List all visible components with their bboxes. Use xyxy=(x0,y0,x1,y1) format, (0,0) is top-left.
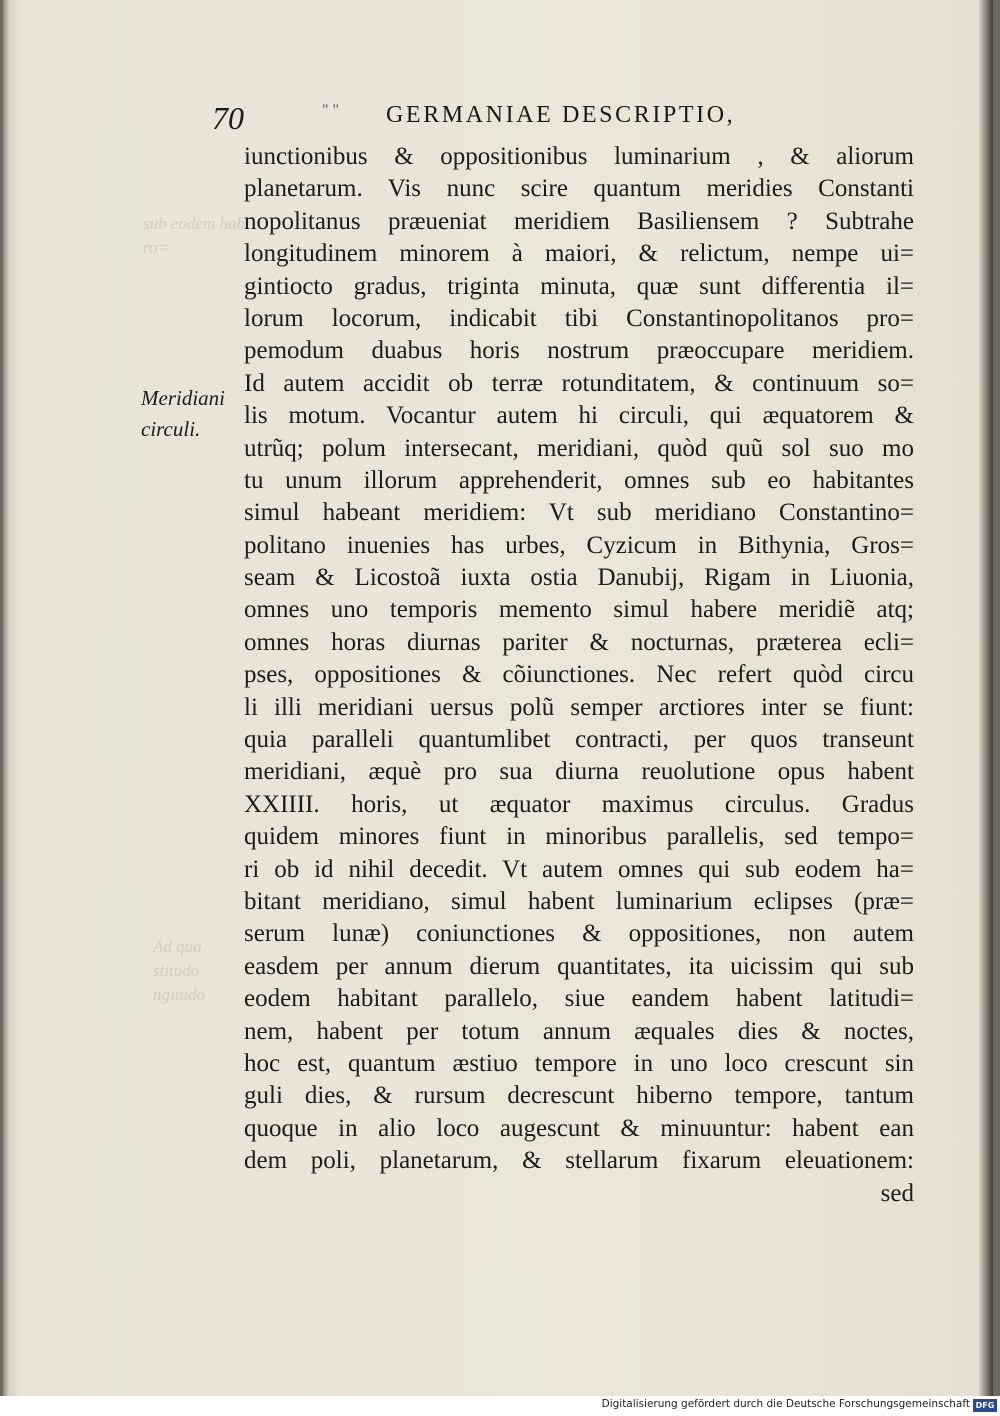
text-line: serum lunæ) coniunctiones & oppositiones, non autem xyxy=(244,920,914,948)
page-number: 70 xyxy=(212,100,244,136)
text-line: hoc est, quantum æstiuo tempore in uno loco crescunt sin xyxy=(244,1049,914,1077)
show-through-line: ngitudo xyxy=(153,985,205,1004)
text-line: omnes uno temporis memento simul habere meridiẽ atq; xyxy=(244,596,914,624)
gutter-shadow xyxy=(3,0,9,1396)
page-edge-shadow xyxy=(979,0,993,1396)
book-page xyxy=(3,0,993,1396)
dfg-logo-icon: DFG xyxy=(973,1399,997,1412)
text-line: seam & Licostoã iuxta ostia Danubij, Rigam in Liuonia, xyxy=(244,564,914,592)
text-line: politano inuenies has urbes, Cyzicum in Bithynia, Gros= xyxy=(244,531,914,559)
text-line: dem poli, planetarum, & stellarum fixarum eleuationem: xyxy=(244,1147,914,1175)
text-line: quoque in alio loco augescunt & minuuntur: habent ean xyxy=(244,1114,914,1142)
running-title: GERMANIAE DESCRIPTIO, xyxy=(386,102,736,128)
show-through-line: Ad qua xyxy=(153,937,202,956)
show-through-line: stitudo xyxy=(153,961,200,980)
margin-note xyxy=(141,383,237,445)
footer-bar xyxy=(0,1396,1000,1416)
text-line: gintiocto gradus, triginta minuta, quæ sunt differentia il= xyxy=(244,272,914,300)
running-head xyxy=(208,100,808,140)
text-line: Id autem accidit ob terræ rotunditatem, & continuum so= xyxy=(244,369,914,397)
text-line: utrũq; polum intersecant, meridiani, quòd quũ sol suo mo xyxy=(244,434,914,462)
margin-note-line: Meridiani xyxy=(141,386,225,410)
text-line: li illi meridiani uersus polũ semper arctiores inter se fiunt: xyxy=(244,693,914,721)
text-line: bitant meridiano, simul habent luminarium eclipses (præ= xyxy=(244,887,914,915)
text-line: iunctionibus & oppositionibus luminarium , & aliorum xyxy=(244,143,914,170)
text-line: eodem habitant parallelo, siue eandem habent latitudi= xyxy=(244,985,914,1013)
margin-note-line: circuli. xyxy=(141,417,201,441)
show-through-line: ro= xyxy=(143,238,169,257)
text-line: pemodum duabus horis nostrum præoccupare meridiem. xyxy=(244,337,914,365)
text-line: nopolitanus præueniat meridiem Basiliensem ? Subtrahe xyxy=(244,207,914,235)
text-line: guli dies, & rursum decrescunt hiberno tempore, tantum xyxy=(244,1082,914,1110)
text-line: omnes horas diurnas pariter & nocturnas, præterea ecli= xyxy=(244,628,914,656)
text-line: XXIIII. horis, ut æquator maximus circulus. Gradus xyxy=(244,790,914,818)
catchword: sed xyxy=(880,1179,914,1207)
text-line: ri ob id nihil decedit. Vt autem omnes qui sub eodem ha= xyxy=(244,855,914,883)
catchmarks: " " xyxy=(322,102,340,119)
text-line: quidem minores fiunt in minoribus parallelis, sed tempo= xyxy=(244,823,914,851)
body-text xyxy=(244,141,914,1210)
text-line: quia paralleli quantumlibet contracti, per quos transeunt xyxy=(244,726,914,754)
text-line: tu unum illorum apprehenderit, omnes sub eo habitantes xyxy=(244,466,914,494)
footer-credit: Digitalisierung gefördert durch die Deutsche Forschungsgemeinschaft xyxy=(601,1398,970,1410)
text-line: planetarum. Vis nunc scire quantum meridies Constanti xyxy=(244,175,914,203)
text-line: easdem per annum dierum quantitates, ita uicissim qui sub xyxy=(244,952,914,980)
text-line: lorum locorum, indicabit tibi Constantinopolitanos pro= xyxy=(244,304,914,332)
text-line: meridiani, æquè pro sua diurna reuolutione opus habent xyxy=(244,758,914,786)
show-through-text xyxy=(153,935,205,1007)
text-line: longitudinem minorem à maiori, & relictum, nempe ui= xyxy=(244,240,914,268)
show-through-line: sub eodem habi xyxy=(143,214,250,233)
text-line: lis motum. Vocantur autem hi circuli, qui æquatorem & xyxy=(244,402,914,430)
text-line: nem, habent per totum annum æquales dies & noctes, xyxy=(244,1017,914,1045)
text-line: simul habeant meridiem: Vt sub meridiano Constantino= xyxy=(244,499,914,527)
show-through-text xyxy=(143,212,250,260)
text-line: pses, oppositiones & cõiunctiones. Nec refert quòd circu xyxy=(244,661,914,689)
